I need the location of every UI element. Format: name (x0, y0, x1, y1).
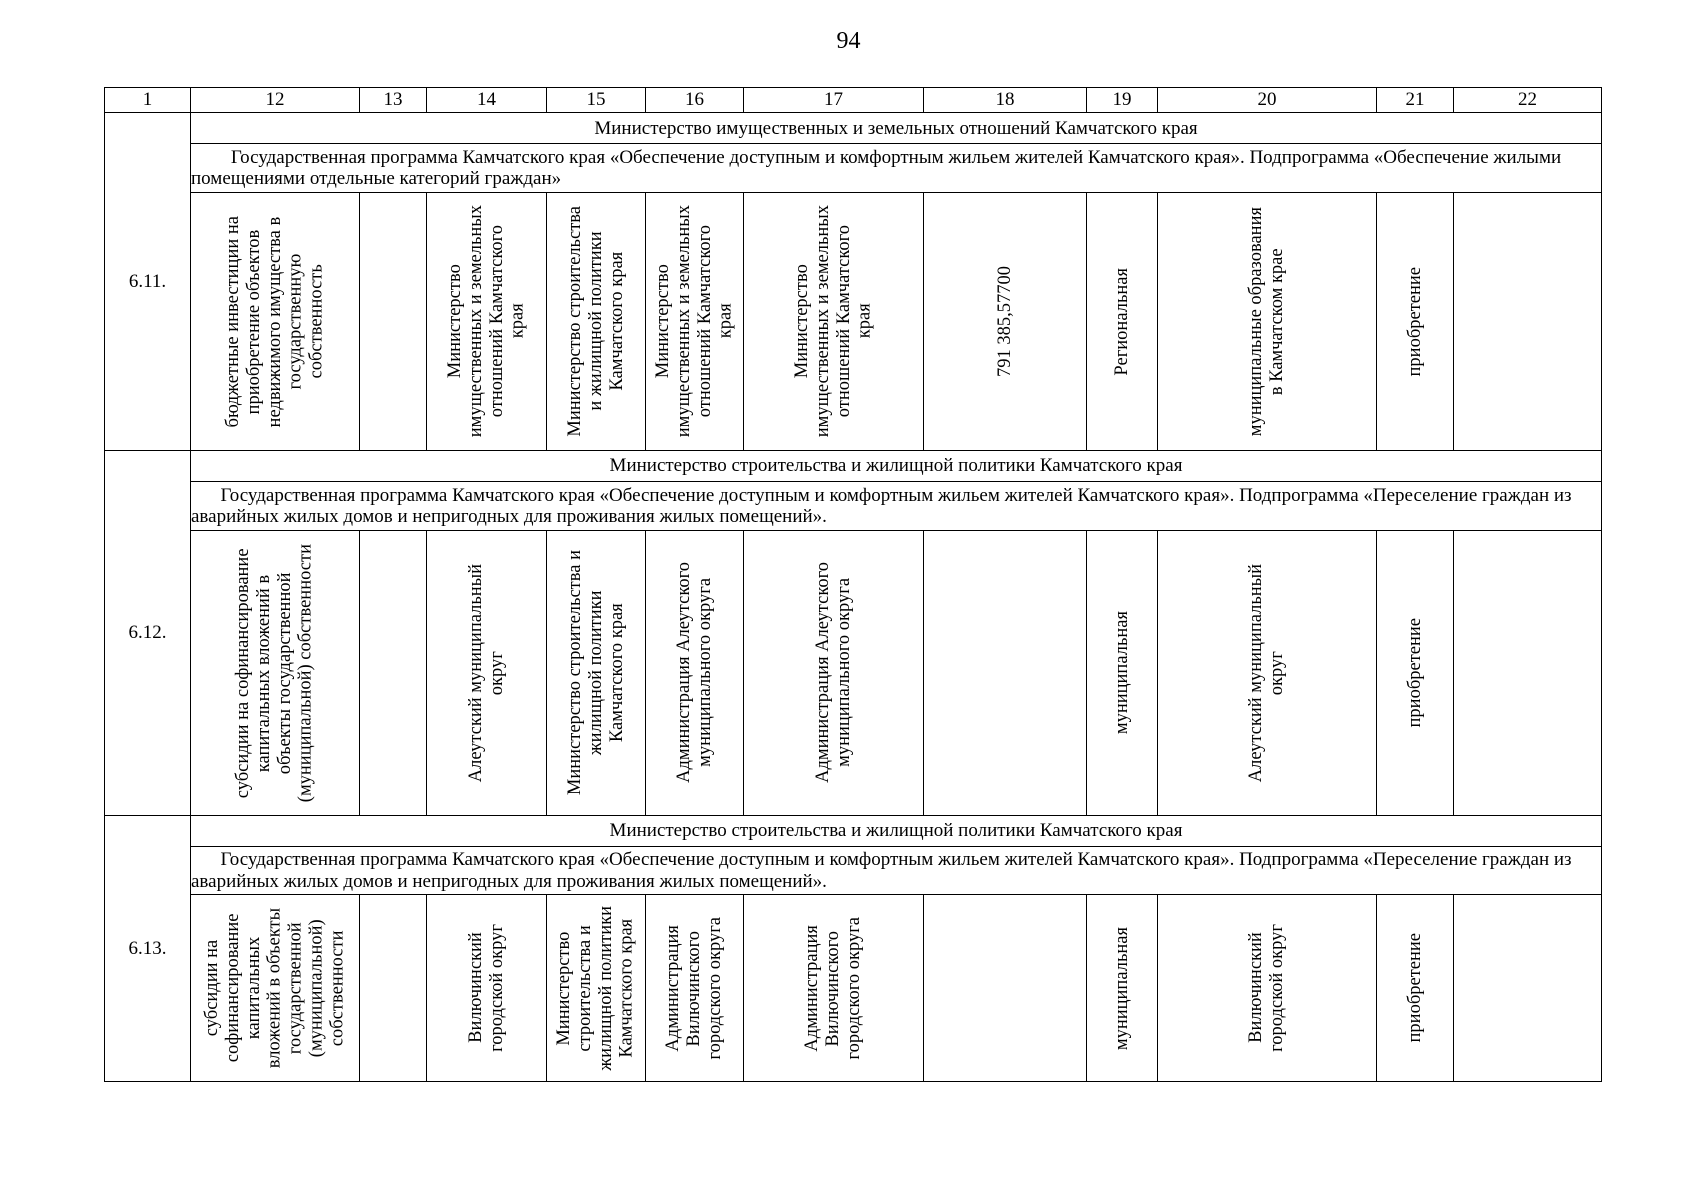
cell-text: Вилючинский городской округ (465, 924, 507, 1053)
table-row (105, 192, 1602, 450)
table-cell (646, 192, 744, 450)
program-row (105, 847, 1602, 895)
page-number: 94 (836, 28, 861, 54)
amount-cell (924, 530, 1087, 815)
data-table (104, 87, 1602, 1082)
column-header: 22 (1454, 88, 1602, 113)
table-row (105, 895, 1602, 1082)
program-row (105, 482, 1602, 530)
table-cell (547, 895, 646, 1082)
investment-type-cell (191, 530, 360, 815)
table-cell (427, 530, 547, 815)
cell-text: Алеутский муниципальный округ (1246, 563, 1287, 782)
table-cell (1377, 895, 1454, 1082)
ministry-name: Министерство строительства и жилищной политики Камчатского края (191, 450, 1602, 481)
investment-type: субсидии на софинансирование капитальных вложений в объекты государственной (муниципальной) собственности (201, 908, 348, 1069)
column-header: 14 (427, 88, 547, 113)
cell-text: Алеутский муниципальный округ (465, 563, 507, 782)
cell-text: Администрация Алеутского муниципального округа (673, 562, 715, 784)
program-row (105, 144, 1602, 192)
table-cell (1158, 192, 1377, 450)
table-cell (744, 192, 924, 450)
cell-text: приобретение (1404, 933, 1425, 1043)
investment-type: субсидии на софинансирование капитальных вложений в объекты государственной (муниципальной) собственности (233, 543, 316, 802)
table-cell (427, 895, 547, 1082)
column-header: 17 (744, 88, 924, 113)
cell-text: Администрация Алеутского муниципального округа (812, 562, 854, 784)
amount-value: 791 385,57700 (994, 265, 1015, 377)
table-row (105, 530, 1602, 815)
table-cell (1158, 895, 1377, 1082)
table-cell (646, 895, 744, 1082)
column-header: 1 (105, 88, 191, 113)
row-number: 6.13. (105, 815, 191, 1081)
program-description: Государственная программа Камчатского края «Обеспечение доступным и комфортным жильем жителей Камчатского края». Подпрограмма «Переселение граждан из аварийных жилых домов и непригодных для проживания жилых помещений». (191, 482, 1602, 530)
amount-cell (924, 895, 1087, 1082)
ministry-name: Министерство строительства и жилищной политики Камчатского края (191, 815, 1602, 846)
table-cell (1377, 530, 1454, 815)
cell-text: Министерство строительства и жилищной политики Камчатского края (554, 905, 637, 1071)
table-cell (547, 530, 646, 815)
cell-text: Министерство имущественных и земельных отношений Камчатского края (444, 205, 528, 438)
cell-text: муниципальная (1111, 926, 1132, 1050)
investment-type-cell (191, 192, 360, 450)
cell-text: Администрация Вилючинского городского округа (802, 916, 864, 1060)
column-header: 15 (547, 88, 646, 113)
column-header: 18 (924, 88, 1087, 113)
table-cell (360, 530, 427, 815)
row-number: 6.12. (105, 450, 191, 815)
column-header: 20 (1158, 88, 1377, 113)
ministry-name: Министерство имущественных и земельных отношений Камчатского края (191, 113, 1602, 144)
column-header: 19 (1087, 88, 1158, 113)
table-cell (744, 530, 924, 815)
table-cell (360, 192, 427, 450)
program-description: Государственная программа Камчатского края «Обеспечение доступным и комфортным жильем жителей Камчатского края». Подпрограмма «Обеспечение жилыми помещениями отдельные категорий граждан» (191, 144, 1602, 192)
investment-type: бюджетные инвестиции на приобретение объектов недвижимого имущества в государственную собственность (222, 215, 327, 428)
ministry-row (105, 113, 1602, 144)
cell-text: Вилючинский городской округ (1246, 924, 1287, 1053)
table-cell (427, 192, 547, 450)
cell-text: Министерство имущественных и земельных отношений Камчатского края (791, 205, 875, 438)
table-cell (360, 895, 427, 1082)
column-header: 12 (191, 88, 360, 113)
table-cell (1454, 530, 1602, 815)
cell-text: Администрация Вилючинского городского округа (663, 916, 725, 1060)
row-number: 6.11. (105, 113, 191, 451)
ministry-row (105, 450, 1602, 481)
program-description: Государственная программа Камчатского края «Обеспечение доступным и комфортным жильем жителей Камчатского края». Подпрограмма «Переселение граждан из аварийных жилых домов и непригодных для проживания жилых помещений». (191, 847, 1602, 895)
cell-text: Министерство строительства и жилищной политики Камчатского края (564, 550, 627, 796)
cell-text: приобретение (1404, 266, 1425, 377)
column-header: 13 (360, 88, 427, 113)
table-cell (1158, 530, 1377, 815)
table-cell (1087, 192, 1158, 450)
table-cell (1454, 192, 1602, 450)
table-cell (1377, 192, 1454, 450)
cell-text: приобретение (1404, 617, 1425, 728)
amount-cell (924, 192, 1087, 450)
cell-text: Министерство имущественных и земельных отношений Камчатского края (652, 205, 736, 438)
column-header-row (105, 88, 1602, 113)
table-cell (547, 192, 646, 450)
table-cell (1087, 530, 1158, 815)
ministry-row (105, 815, 1602, 846)
cell-text: муниципальные образования в Камчатском крае (1246, 206, 1287, 436)
table-cell (1087, 895, 1158, 1082)
cell-text: Министерство строительства и жилищной политики Камчатского края (564, 206, 627, 437)
table-cell (646, 530, 744, 815)
investment-type-cell (191, 895, 360, 1082)
table-cell (744, 895, 924, 1082)
cell-text: муниципальная (1111, 611, 1132, 735)
column-header: 16 (646, 88, 744, 113)
column-header: 21 (1377, 88, 1454, 113)
table-cell (1454, 895, 1602, 1082)
cell-text: Региональная (1111, 267, 1132, 376)
